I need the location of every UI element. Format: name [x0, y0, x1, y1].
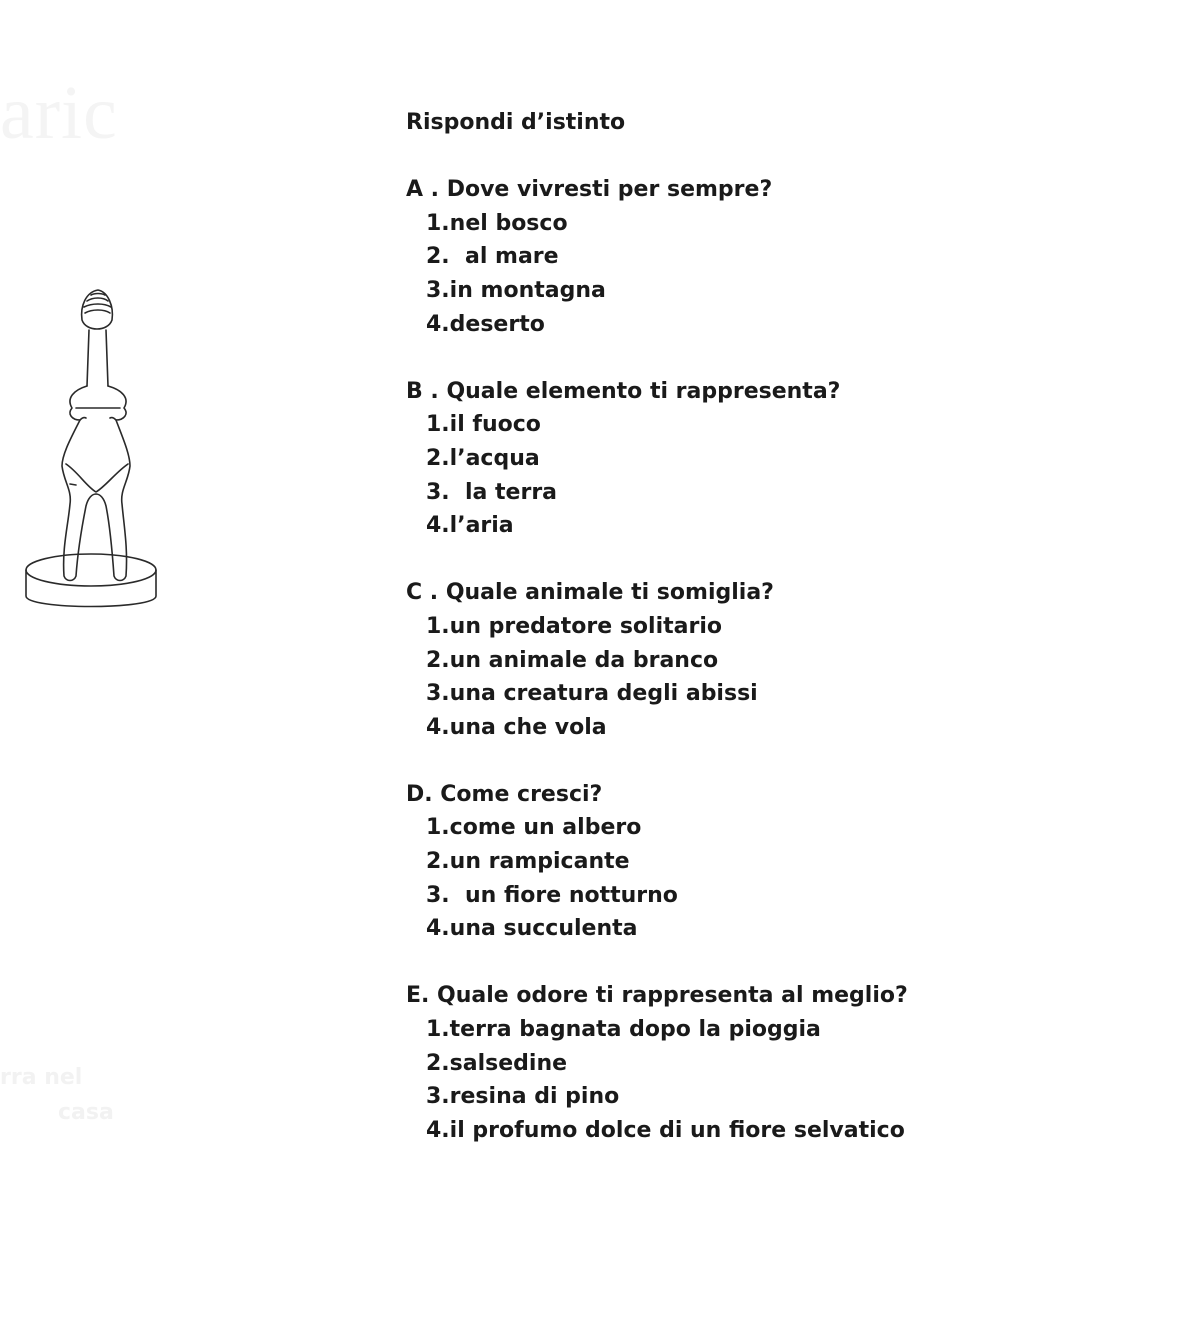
option-list — [406, 408, 1186, 542]
background-caption-line-1: rra nel — [0, 1065, 83, 1090]
background-partial-word: aric — [0, 71, 118, 155]
option-item: 1.un predatore solitario — [426, 613, 722, 639]
option-item: 4.una succulenta — [426, 916, 638, 942]
option-item: 3. la terra — [426, 479, 558, 505]
quiz — [406, 106, 1186, 1181]
option-item: 3.una creatura degli abissi — [426, 681, 758, 707]
question-d — [406, 778, 1186, 946]
question-b — [406, 375, 1186, 543]
option-item: 2.salsedine — [426, 1050, 568, 1076]
option-item: 1.come un albero — [426, 815, 642, 841]
option-item: 4.deserto — [426, 311, 545, 337]
cycladic-figurine-illustration — [22, 286, 162, 622]
option-list — [406, 811, 1186, 945]
option-item: 2. al mare — [426, 244, 559, 270]
option-item: 2.l’acqua — [426, 445, 540, 471]
question-a — [406, 173, 1186, 341]
option-item: 2.un rampicante — [426, 849, 630, 875]
question-prompt: B . Quale elemento ti rappresenta? — [406, 378, 841, 404]
background-caption-line-2: casa — [58, 1100, 114, 1125]
option-list — [406, 1013, 1186, 1147]
quiz-title: Rispondi d’istinto — [406, 110, 626, 135]
option-item: 2.un animale da branco — [426, 647, 719, 673]
question-c — [406, 576, 1186, 744]
option-item: 4.una che vola — [426, 714, 607, 740]
question-prompt: D. Come cresci? — [406, 781, 603, 807]
option-item: 3.resina di pino — [426, 1084, 620, 1110]
option-item: 3.in montagna — [426, 277, 606, 303]
question-prompt: A . Dove vivresti per sempre? — [406, 177, 773, 203]
question-e — [406, 979, 1186, 1147]
option-item: 4.il profumo dolce di un fiore selvatico — [426, 1117, 905, 1143]
question-prompt: C . Quale animale ti somiglia? — [406, 580, 774, 606]
option-item: 1.nel bosco — [426, 210, 568, 236]
option-list — [406, 207, 1186, 341]
question-prompt: E. Quale odore ti rappresenta al meglio? — [406, 983, 908, 1009]
option-item: 1.il fuoco — [426, 412, 541, 438]
option-item: 3. un fiore notturno — [426, 882, 678, 908]
option-item: 1.terra bagnata dopo la pioggia — [426, 1017, 821, 1043]
option-list — [406, 610, 1186, 744]
option-item: 4.l’aria — [426, 513, 514, 539]
